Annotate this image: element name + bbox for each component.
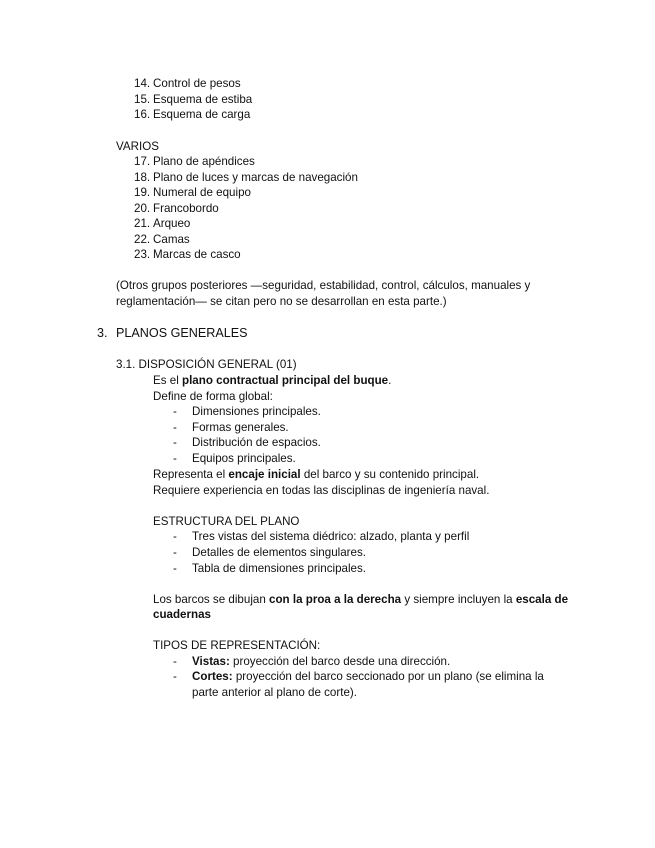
list-text: Francobordo [153, 202, 219, 215]
list-number: 18. [134, 171, 151, 184]
paragraph-define: Define de forma global: [153, 390, 273, 403]
note-line-2: reglamentación— se citan pero no se desarrollan en esta parte.) [116, 295, 447, 308]
bullet-text-continuation: parte anterior al plano de corte). [192, 686, 357, 699]
paragraph-proa-line-1 [153, 592, 568, 607]
dash-marker: - [173, 546, 177, 559]
bullet-text: Tres vistas del sistema diédrico: alzado, planta y perfil [192, 530, 470, 543]
dash-marker: - [173, 562, 177, 575]
bullet-text: Equipos principales. [192, 452, 296, 465]
list-number: 14. [134, 77, 151, 90]
list-number: 21. [134, 217, 151, 230]
list-number: 23. [134, 248, 151, 261]
paragraph-proa-line-2 [153, 607, 211, 622]
paragraph-contractual [153, 373, 391, 388]
paragraph-requiere: Requiere experiencia en todas las disciplinas de ingeniería naval. [153, 484, 490, 497]
varios-heading: VARIOS [116, 140, 159, 153]
bold-run: Cortes: [192, 670, 233, 683]
bold-run: Vistas: [192, 655, 230, 668]
bold-run: escala de [515, 593, 569, 606]
dash-marker: - [173, 452, 177, 465]
list-number: 22. [134, 233, 151, 246]
list-text: Plano de luces y marcas de navegación [153, 171, 358, 184]
text-run: y siempre incluyen la [401, 593, 516, 606]
bold-run: plano contractual principal del buque [182, 374, 389, 387]
text-run: . [388, 374, 392, 387]
note-line-1: (Otros grupos posteriores —seguridad, estabilidad, control, cálculos, manuales y [116, 279, 531, 292]
dash-marker: - [173, 405, 177, 418]
text-run: del barco y su contenido principal. [300, 468, 480, 481]
list-text: Plano de apéndices [153, 155, 255, 168]
text-run: proyección del barco seccionado por un plano (se elimina la [232, 670, 544, 683]
dash-marker: - [173, 655, 177, 668]
bold-run: encaje inicial [228, 468, 301, 481]
tipos-heading: TIPOS DE REPRESENTACIÓN: [153, 639, 321, 652]
bullet-text: Detalles de elementos singulares. [192, 546, 367, 559]
list-number: 20. [134, 202, 151, 215]
list-text: Esquema de estiba [153, 93, 253, 106]
list-text: Control de pesos [153, 77, 241, 90]
dash-marker: - [173, 421, 177, 434]
list-number: 19. [134, 186, 151, 199]
estructura-heading: ESTRUCTURA DEL PLANO [153, 515, 300, 528]
bullet-text: Dimensiones principales. [192, 405, 321, 418]
list-text: Esquema de carga [153, 108, 251, 121]
text-run: Los barcos se dibujan [153, 593, 270, 606]
list-text: Numeral de equipo [153, 186, 251, 199]
bullet-text: Tabla de dimensiones principales. [192, 562, 367, 575]
list-text: Marcas de casco [153, 248, 241, 261]
bullet-text [192, 654, 450, 669]
bullet-text: Formas generales. [192, 421, 289, 434]
bold-run: cuadernas [153, 608, 211, 621]
bullet-text [192, 669, 544, 684]
text-run: Representa el [153, 468, 229, 481]
section-number: 3. [97, 326, 108, 340]
subsection-title: 3.1. DISPOSICIÓN GENERAL (01) [116, 358, 297, 371]
list-text: Arqueo [153, 217, 191, 230]
dash-marker: - [173, 530, 177, 543]
text-run: proyección del barco desde una dirección. [229, 655, 451, 668]
dash-marker: - [173, 670, 177, 683]
list-number: 17. [134, 155, 151, 168]
list-text: Camas [153, 233, 190, 246]
list-number: 16. [134, 108, 151, 121]
paragraph-encaje [153, 467, 479, 482]
bullet-text: Distribución de espacios. [192, 436, 321, 449]
list-number: 15. [134, 93, 151, 106]
dash-marker: - [173, 436, 177, 449]
bold-run: con la proa a la derecha [269, 593, 402, 606]
section-title: PLANOS GENERALES [116, 326, 248, 340]
text-run: Es el [153, 374, 182, 387]
